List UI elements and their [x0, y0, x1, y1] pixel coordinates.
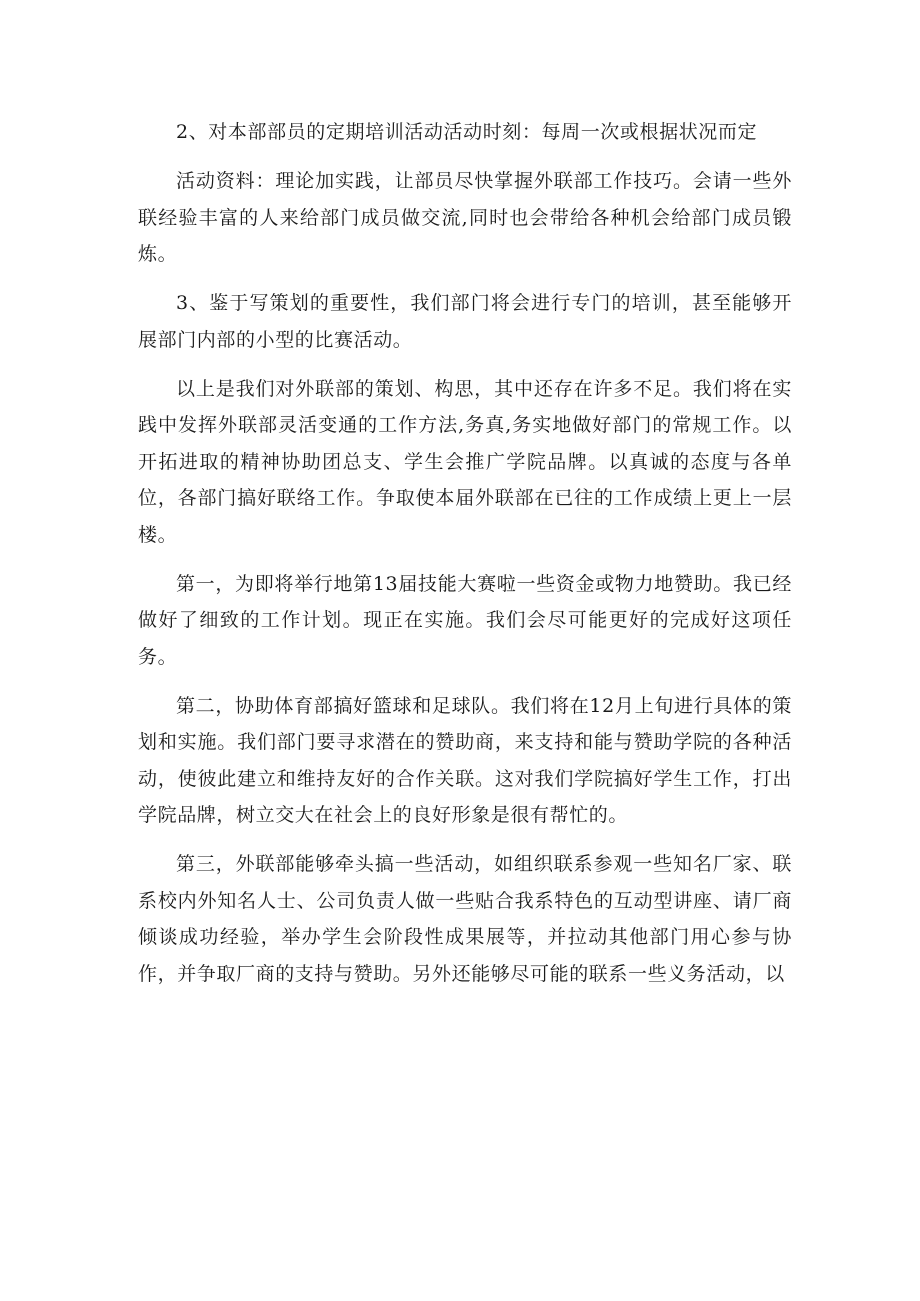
- paragraph-training-schedule: 2、对本部部员的定期培训活动活动时刻：每周一次或根据状况而定: [176, 121, 758, 143]
- paragraph-third: 第三，外联部能够牵头搞一些活动，如组织联系参观一些知名厂家、联系校内外知名人士、公司负责人做一些贴合我系特色的互动型讲座、请厂商倾谈成功经验，举办学生会阶段性成果展等，并拉动其他部门用心参与协作，并争取厂商的支持与赞助。另外还能够尽可能的联系一些义务活动，以: [138, 853, 792, 985]
- paragraph-summary: 以上是我们对外联部的策划、构思，其中还存在许多不足。我们将在实践中发挥外联部灵活变通的工作方法,务真,务实地做好部门的常规工作。以开拓进取的精神协助团总支、学生会推广学院品牌。以真诚的态度与各单位，各部门搞好联络工作。争取使本届外联部在已往的工作成绩上更上一层楼。: [138, 377, 792, 546]
- paragraph-first: 第一，为即将举行地第13届技能大赛啦一些资金或物力地赞助。我已经做好了细致的工作计划。现正在实施。我们会尽可能更好的完成好这项任务。: [138, 572, 792, 668]
- document-body: [138, 114, 792, 1005]
- paragraph-activity-content: 活动资料：理论加实践，让部员尽快掌握外联部工作技巧。会请一些外联经验丰富的人来给部门成员做交流,同时也会带给各种机会给部门成员锻炼。: [138, 170, 792, 265]
- paragraph-planning-training: 3、鉴于写策划的重要性，我们部门将会进行专门的培训，甚至能够开展部门内部的小型的比赛活动。: [138, 292, 792, 351]
- paragraph-second: 第二，协助体育部搞好篮球和足球队。我们将在12月上旬进行具体的策划和实施。我们部门要寻求潜在的赞助商，来支持和能与赞助学院的各种活动，使彼此建立和维持友好的合作关联。这对我们学院搞好学生工作，打出学院品牌，树立交大在社会上的良好形象是很有帮忙的。: [138, 694, 792, 826]
